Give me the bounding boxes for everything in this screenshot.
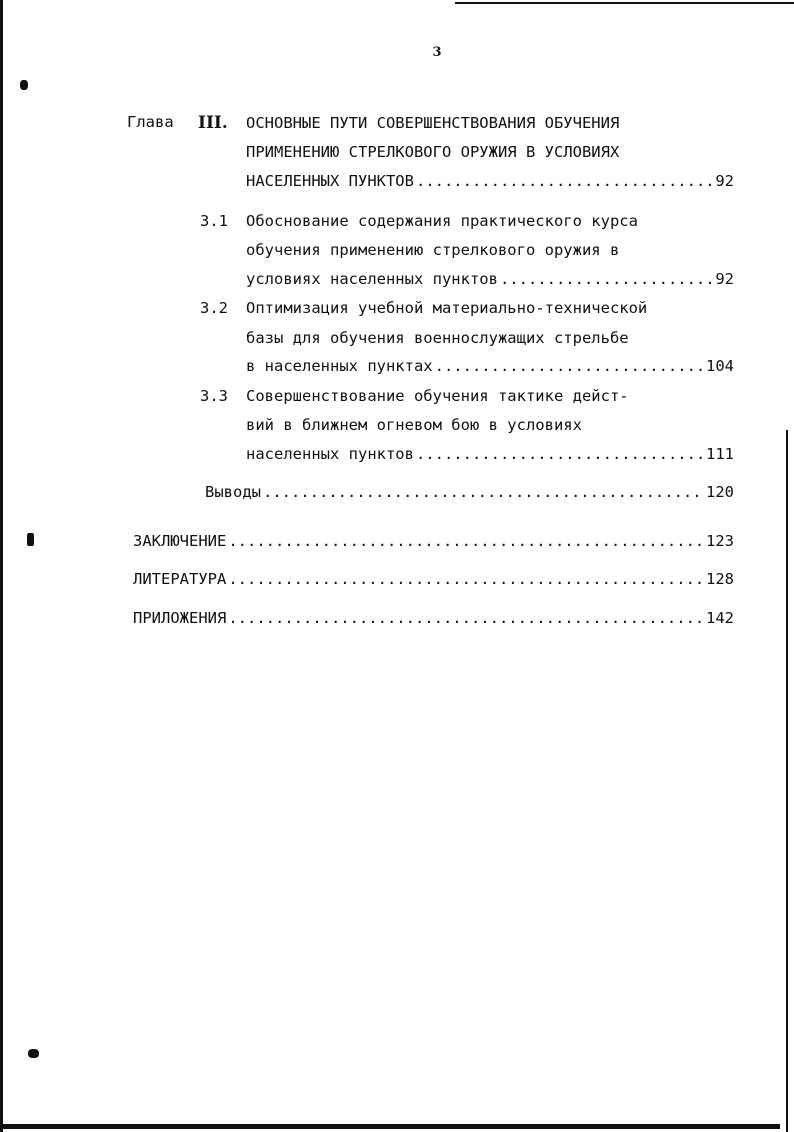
- section-entry: [246, 270, 734, 288]
- chapter-title-line: ОСНОВНЫЕ ПУТИ СОВЕРШЕНСТВОВАНИЯ ОБУЧЕНИЯ: [246, 114, 620, 132]
- leader-dots: [228, 532, 704, 550]
- section-title-line: в населенных пунктах: [246, 357, 433, 375]
- page-ref: 104: [706, 357, 734, 375]
- scan-bottom-border: [0, 1124, 780, 1129]
- section-title-line: населенных пунктов: [246, 445, 414, 463]
- chapter-title-line: ПРИМЕНЕНИЮ СТРЕЛКОВОГО ОРУЖИЯ В УСЛОВИЯХ: [246, 143, 620, 161]
- section-entry: [246, 357, 734, 375]
- scan-speck: [20, 80, 28, 90]
- page-ref: 92: [715, 270, 734, 288]
- page-ref: 111: [706, 445, 734, 463]
- leader-dots: [228, 609, 704, 627]
- scan-speck: [27, 533, 34, 546]
- page-ref: 142: [706, 609, 734, 627]
- section-title-line: обучения применению стрелкового оружия в: [246, 241, 620, 259]
- section-title-line: Оптимизация учебной материально-технической: [246, 299, 648, 317]
- section-number: 3.1: [200, 212, 228, 230]
- back-matter-label: ПРИЛОЖЕНИЯ: [133, 609, 227, 627]
- scan-right-border: [786, 430, 788, 1132]
- section-number: 3.3: [200, 387, 228, 405]
- page-ref: 92: [715, 172, 734, 190]
- page-number: 3: [432, 45, 442, 60]
- back-matter-label: ЛИТЕРАТУРА: [133, 570, 227, 588]
- back-matter-entry: [133, 570, 734, 588]
- section-title-line: условиях населенных пунктов: [246, 270, 498, 288]
- leader-dots: [416, 172, 713, 190]
- leader-dots: [228, 570, 704, 588]
- section-title-line: вий в ближнем огневом бою в условиях: [246, 416, 582, 434]
- back-matter-entry: [133, 609, 734, 627]
- back-matter-label: ЗАКЛЮЧЕНИЕ: [133, 532, 227, 550]
- section-number: 3.2: [200, 299, 228, 317]
- leader-dots: [416, 445, 704, 463]
- scan-top-border: [455, 2, 794, 4]
- scan-left-border: [0, 0, 3, 1132]
- leader-dots: [263, 483, 704, 501]
- chapter-entry: [246, 172, 734, 190]
- page-ref: 120: [706, 483, 734, 501]
- section-title-line: базы для обучения военнослужащих стрельбе: [246, 329, 629, 347]
- leader-dots: [500, 270, 713, 288]
- section-entry: [246, 445, 734, 463]
- scan-speck: [28, 1049, 39, 1058]
- page-ref: 128: [706, 570, 734, 588]
- section-title-line: Совершенствование обучения тактике дейст-: [246, 387, 629, 405]
- back-matter-entry: [133, 532, 734, 550]
- conclusions-label: Выводы: [205, 483, 261, 501]
- conclusions-entry: [205, 483, 734, 501]
- page-ref: 123: [706, 532, 734, 550]
- chapter-label: Глава: [127, 113, 174, 131]
- chapter-title-line: НАСЕЛЕННЫХ ПУНКТОВ: [246, 172, 414, 190]
- section-title-line: Обоснование содержания практического курса: [246, 212, 638, 230]
- leader-dots: [435, 357, 704, 375]
- chapter-numeral: III.: [198, 113, 228, 133]
